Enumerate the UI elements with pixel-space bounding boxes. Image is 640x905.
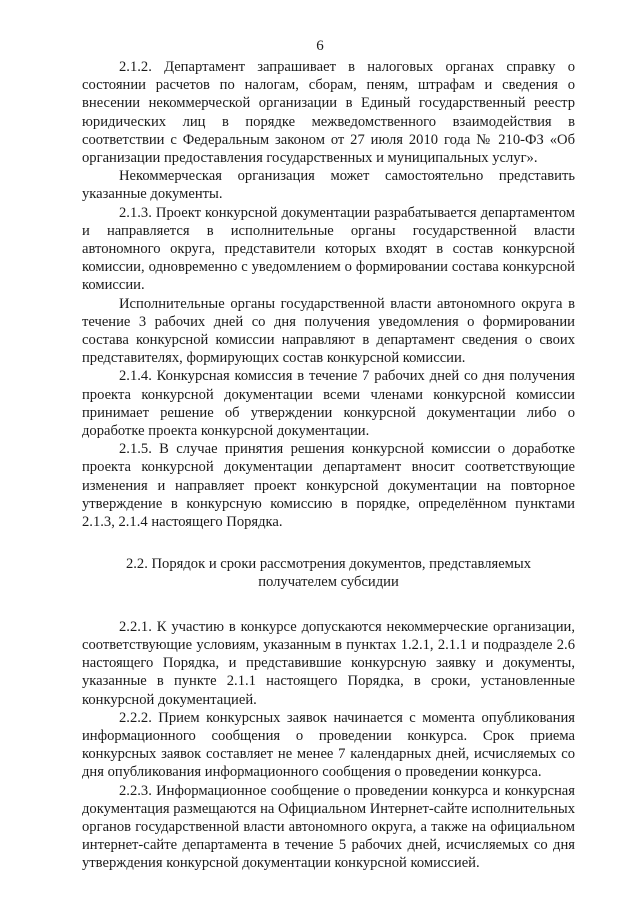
paragraph-2-2-3: 2.2.3. Информационное сообщение о проведении конкурса и конкурсная документация размещаются на Официальном Интернет-сайте исполнительных органов государственной власти автономного округа, а также на официальном интернет-сайте департамента в течение 5 рабочих дней, исчисляемых со дня утверждения конкурсной документации конкурсной комиссией. xyxy=(82,782,576,872)
section-heading-2-2: 2.2. Порядок и сроки рассмотрения документов, представляемых получателем субсидии xyxy=(125,556,532,591)
paragraph-2-1-2: 2.1.2. Департамент запрашивает в налоговых органах справку о состоянии расчетов по налогам, сборам, пеням, штрафам и сведения о внесении некоммерческой организации в Единый государственный реестр юридических лиц в порядке межведомственного взаимодействия в соответствии с Федеральным законом от 27 июля 2010 года № 210-ФЗ «Об организации предоставления государственных и муниципальных услуг». xyxy=(82,59,575,167)
paragraph-2-2-1: 2.2.1. К участию в конкурсе допускаются некоммерческие организации, соответствующие условиям, указанным в пунктах 1.2.1, 2.1.1 и подразделе 2.6 настоящего Порядка, и представившие конкурсную заявку и документы, указанные в пункте 2.1.1 настоящего Порядка, в сроки, установленные конкурсной документацией. xyxy=(82,618,575,708)
document-body xyxy=(82,58,575,873)
paragraph-2-1-5: 2.1.5. В случае принятия решения конкурсной комиссии о доработке проекта конкурсной документации департамент вносит соответствующие изменения и направляет проект конкурсной документации на повторное утверждение в конкурсную комиссию в порядке, определённом пунктами 2.1.3, 2.1.4 настоящего Порядка. xyxy=(82,441,575,531)
paragraph-self-submit: Некоммерческая организация может самостоятельно представить указанные документы. xyxy=(82,168,575,203)
paragraph-2-2-2: 2.2.2. Прием конкурсных заявок начинается с момента опубликования информационного сообщения о проведении конкурса. Срок приема конкурсных заявок составляет не менее 7 календарных дней, исчисляемых со дня опубликования информационного сообщения о проведении конкурса. xyxy=(82,709,575,781)
paragraph-2-1-4: 2.1.4. Конкурсная комиссия в течение 7 рабочих дней со дня получения проекта конкурсной документации всеми членами конкурсной комиссии принимает решение об утверждении конкурсной документации либо о доработке проекта конкурсной документации. xyxy=(82,368,575,440)
page-number: 6 xyxy=(316,38,324,54)
paragraph-2-1-3: 2.1.3. Проект конкурсной документации разрабатывается департаментом и направляется в исполнительные органы государственной власти автономного округа, представители которых входят в состав конкурсной комиссии, одновременно с уведомлением о формировании состава конкурсной комиссии. xyxy=(82,204,575,294)
paragraph-executive-bodies: Исполнительные органы государственной власти автономного округа в течение 3 рабочих дней со дня получения уведомления о формировании состава конкурсной комиссии направляют в департамент сведения о своих представителях, формирующих состав конкурсной комиссии. xyxy=(82,295,575,367)
